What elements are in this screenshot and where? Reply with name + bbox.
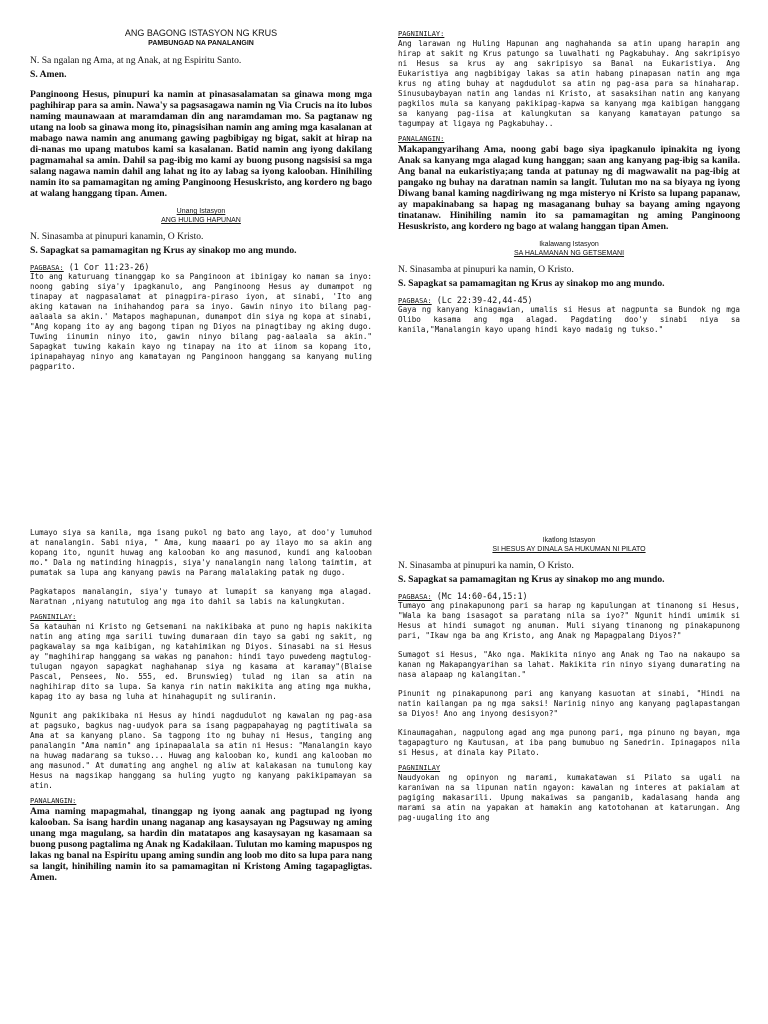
station-3-response: S. Sapagkat sa pamamagitan ng Krus ay sinakop mo ang mundo. <box>398 574 665 585</box>
reading-label: PAGBASA: <box>398 593 432 601</box>
station-2-reading: Gaya ng kanyang kinagawian, umalis si Hesus at nagpunta sa Bundok ng mga Olibo kasama ang mga alagad. Pagdating doo'y sinabi niya sa kanila,"Manalangin kayo upang hindi kayo madaig ng tukso." <box>398 305 740 334</box>
station-3-heading <box>398 536 740 554</box>
station-2-reading-ref <box>398 295 740 305</box>
opening-amen: S. Amen. <box>30 69 67 80</box>
station-1-response: S. Sapagkat sa pamamagitan ng Krus ay sinakop mo ang mundo. <box>30 245 297 256</box>
station-1-label: Unang Istasyon <box>176 208 226 215</box>
station-2-leader: N. Sinasamba at pinupuri ka namin, O Kristo. <box>398 264 574 275</box>
station-3-reading-2: Sumagot si Hesus, "Ako nga. Makikita ninyo ang Anak ng Tao na nakaupo sa kanan ng Makapangyarihan sa lahat. Makikita rin ninyo siyang dumarating na nasa alapaap ng kalangitan." <box>398 650 740 679</box>
reading-citation: (Mc 14:60-64,15:1) <box>436 591 528 601</box>
station-1-reflection-label: PAGNINILAY: <box>398 30 445 38</box>
station-1-prayer-label: PANALANGIN: <box>398 135 445 143</box>
station-2-reflection-2: Ngunit ang pakikibaka ni Hesus ay hindi nagdudulot ng kawalan ng pag-asa at pagsuko, bagkus nag-uudyok para sa isang pagpapahayag ng pagtitiwala sa Ama at sa kanyang plano. Sa tagpong ito ng buhay ni Hesus, tanging ang panalangin "Ama namin" ang ipinapaalala sa atin ni Hesus: "Manalangin kayo na huwag madarang sa tukso... Huwag ang kalooban ko, kundi ang kalooban mo ang masunod." At dumating ang anghel ng aliw at kalakasan na tumulong kay Hesus na magsikap hanggang sa huling yugto ng kanyang pakikipamayan sa atin. <box>30 711 372 790</box>
station-3-reading-ref <box>398 591 740 601</box>
station-1-title: ANG HULING HAPUNAN <box>161 217 241 224</box>
station-2-heading <box>398 240 740 258</box>
station-3-reading: Tumayo ang pinakapunong pari sa harap ng kapulungan at tinanong si Hesus, "Wala ka bang isasagot sa paratang nila sa iyo?" Ngunit hindi umimik si Hesus at hindi sumagot ng anuman. Muli siyang tinanong ng pinakapunong pari, "Ikaw nga ba ang Kristo, ang Anak ng Mapagpalang Diyos?" <box>398 601 740 640</box>
station-2-reading-3: Pagkatapos manalangin, siya'y tumayo at lumapit sa kanyang mga alagad. Naratnan ,niyang natutulog ang mga ito dahil sa labis na kalungkutan. <box>30 587 372 606</box>
station-3-reading-4: Kinaumagahan, nagpulong agad ang mga punong pari, mga pinuno ng bayan, mga tagapagturo ng Kautusan, at iba pang bumubuo ng Sanedrin. Ipinagapos nila si Hesus, at dinala kay Pilato. <box>398 728 740 757</box>
station-3-leader: N. Sinasamba at pinupuri ka namin, O Kristo. <box>398 560 574 571</box>
reading-citation: (1 Cor 11:23-26) <box>68 262 150 272</box>
column-top-right <box>398 24 740 512</box>
station-2-prayer-label: PANALANGIN: <box>30 797 77 805</box>
station-2-title: SA HALAMANAN NG GETSEMANI <box>513 250 625 257</box>
station-3-reflection: Naudyokan ng opinyon ng marami, kumakatawan si Pilato sa ugali na karaniwan na sa lipunan natin ngayon: kawalan ng interes at pakialam at pagiging makasarili. Upung makaiwas sa panganib, kadalasang handa ang marami sa atin na yapakan at hamakin ang katotohanan at katarungan. Ang pag-uugaling ito ang <box>398 773 740 822</box>
column-top-left <box>30 24 372 512</box>
column-bottom-right <box>398 528 740 1018</box>
station-3-title: SI HESUS AY DINALA SA HUKUMAN NI PILATO <box>492 546 646 553</box>
document-title: ANG BAGONG ISTASYON NG KRUS <box>124 28 278 38</box>
station-1-reading: Ito ang katuruang tinanggap ko sa Panginoon at ibinigay ko naman sa inyo: noong gabing siya'y ipagkanulo, ang Panginoong Hesus ay dumampot ng tinapay at nagpasalamat at pinagpira-piraso iyon, at sinabi, 'Ito ang aking katawan na inihahandog para sa inyo. Gawin ninyo ito bilang pag-aalaala sa akin.' Matapos maghapunan, dumampot din siya ng kopa at sinabi, "Ang kopang ito ay ang bagong tipan ng Diyos na pinagtibay ng aking dugo. Tuwing iinumin ninyo ito, gawin ninyo bilang pag-aalaala sa akin." Sapagkat tuwing kakain kayo ng tinapay na ito at iinom sa kopang ito, ipinapahayag ninyo ang kamatayan ng Panginoon hanggang sa kanyang muling pagparito. <box>30 272 372 371</box>
station-3-reading-3: Pinunit ng pinakapunong pari ang kanyang kasuotan at sinabi, "Hindi na natin kailangan pa ng mga saksi! Narinig ninyo ang kanyang paglapastangan sa Diyos! Ano ang inyong desisyon?" <box>398 689 740 718</box>
station-2-reflection-label: PAGNINILAY: <box>30 613 77 621</box>
column-bottom-left <box>30 528 372 1018</box>
station-1-heading <box>30 207 372 225</box>
station-2-label: Ikalawang Istasyon <box>539 241 599 248</box>
station-2-reading-2: Lumayo siya sa kanila, mga isang pukol ng bato ang layo, at doo'y lumuhod at nanalangin. Sabi niya, " Ama, kung maaari po ay ilayo mo sa akin ang kopang ito, ngunit huwag ang kalooban ko ang masunod, kundi ang kalooban mo." Dala ng matinding hinagpis, siya'y nanalangin nang lalong taimtim, at pumatak sa lupa ang kanyang pawis na Parang malalaking patak ng dugo. <box>30 528 372 577</box>
reading-label: PAGBASA: <box>398 297 432 305</box>
reading-label: PAGBASA: <box>30 264 64 272</box>
station-3-label: Ikatlong Istasyon <box>542 537 596 544</box>
opening-prayer: Panginoong Hesus, pinupuri ka namin at pinasasalamatan sa ginawa mong mga paghihirap para sa amin. Nawa'y sa pagsasagawa namin ng Via Crucis na ito lubos naming maunawaan at maramdaman din ang naramdaman mo. Sa pagtanaw ng utang na loob sa ginawa mong ito, pinagsisihan namin ang aming mga kasalanan at mabago nawa namin ang anumang gawing pagbibigay ng bigat, sakit at hirap na di-nanas mo upang matubos kami sa kasalanan. Batid namin ang iyong dakilang pagmamahal sa amin. Dahil sa pag-ibig mo kami ay buong pusong nagsisisi sa mga salang nagawa namin dahil ang lahat ng ito ay labag sa iyong kalooban. Hinihiling namin ito sa pamamagitan ng aming Panginoong Hesuskristo, ang kordero ng bago at walang hanggang tipan. Amen. <box>30 89 372 199</box>
station-1-reflection: Ang larawan ng Huling Hapunan ang naghahanda sa atin upang harapin ang hirap at sakit ng Krus patungo sa luwalhati ng Pagkabuhay. Ang sakripisyo ni Hesus sa krus ay ang sakripisyo sa Banal na Eukaristiya. Ang Eukaristiya ang nagbibigay lakas sa atin habang pinapasan natin ang mga krus ng ating buhay at nagdudulot sa atin ng pag-asa para sa hinaharap. Sinusubaybayan natin ang landas ni Kristo, at sasaksihan natin ang kanyang pagkilos mula sa kanyang pakikipag-kapwa sa kanyang mga kaibigan hanggang sa kanyang pag-iisa at kalungkutan sa kanyang kamatayan patungo sa tagumpay at ligaya ng Pagkabuhay.. <box>398 39 740 128</box>
station-1-leader: N. Sinasamba at pinupuri kanamin, O Kristo. <box>30 231 204 242</box>
station-3-reflection-label: PAGNINILAY <box>398 764 441 772</box>
station-2-reflection: Sa katauhan ni Kristo ng Getsemani na nakikibaka at puno ng hapis nakikita natin ang ating mga sarili tuwing dumaraan din tayo sa gabi ng sakit, ng pagkawalay sa mga kaibigan, ng katahimikan ng Diyos. Sinasabi na si Hesus ay "maghihirap hanggang sa wakas ng panahon: hindi tayo puwedeng magtulog-tulugan ngayon sapagkat naghahanap siya ng kasama at karamay"(Blaise Pascal, Pensees, No. 555, ed. Brunswieg) tulad ng ilan sa atin na naghihirap dito sa lupa. Sa kanya rin natin makikita ang ating mga mukha, kapag ito ay basa ng luha at hinahagupit ng suliranin. <box>30 622 372 701</box>
document-subtitle: PAMBUNGAD NA PANALANGIN <box>148 40 254 47</box>
station-1-reading-ref <box>30 262 372 272</box>
station-2-prayer: Ama naming mapagmahal, tinanggap ng iyong aanak ang pagtupad ng iyong kalooban. Sa isang hardin unang naganap ang kasaysayan ng Pagsuway ng aming unang mga magulang, sa hardin din matatapos ang kasaysayan ng kasamaan sa buong pusong pagtalima ng Anak ng Kadakilaan. Tulutan mo kaming mapuspos ng lakas ng banal na Espiritu upang aming sundin ang loob mo dito sa lupa para nang sa langit, hinihiling namin ito sa pamamagitan ni Kristong Aming tagapagligtas. Amen. <box>30 806 372 883</box>
reading-citation: (Lc 22:39-42,44-45) <box>436 295 533 305</box>
station-2-response: S. Sapagkat sa pamamagitan ng Krus ay sinakop mo ang mundo. <box>398 278 665 289</box>
opening-sign: N. Sa ngalan ng Ama, at ng Anak, at ng Espiritu Santo. <box>30 55 242 66</box>
station-1-prayer: Makapangyarihang Ama, noong gabi bago siya ipagkanulo ipinakita ng iyong Anak sa kanyang mga alagad kung hanggan; saan ang kanyang pag-ibig sa kanila. Ang banal na eukaristiya;ang tanda at patunay ng di magwawalit na pag-ibig at pangako ng buhay na daratnan namin sa langit. Tulutan mo na sa biyaya ng iyong Diwang banal kaming nagdiriwang ng mga misteryo ni Kristo sa lupang papanaw, ay mapakinabang sa hapag ng masaganang buhay sa bayang aming ngayong tinatanaw. Hinihiling namin ito sa pamamagitan ng aming Panginoong Hesuskristo, ang kordero ng bago at walang hanggan tipan Amen. <box>398 144 740 232</box>
